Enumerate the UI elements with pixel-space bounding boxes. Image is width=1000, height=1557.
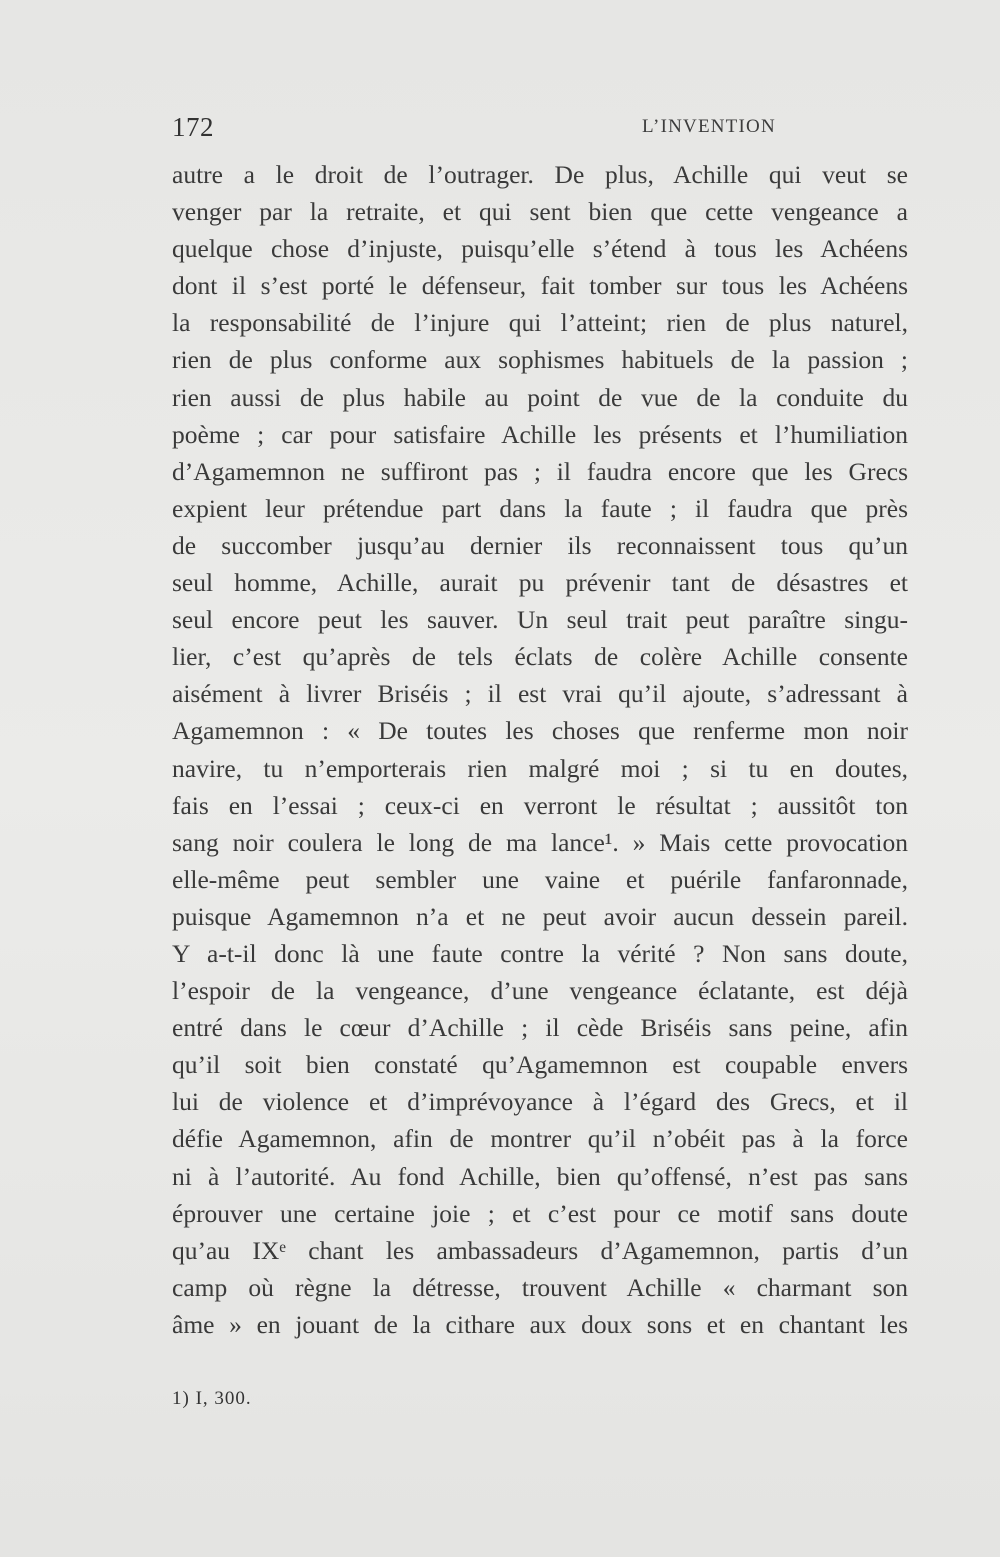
text-line: fais en l’essai ; ceux-ci en verront le résultat ; aussitôt ton <box>172 790 908 820</box>
text-line: l’espoir de la vengeance, d’une vengeance éclatante, est déjà <box>172 976 908 1006</box>
text-line: autre a le droit de l’outrager. De plus, Achille qui veut se <box>172 160 908 189</box>
text-line: éprouver une certaine joie ; et c’est pour ce motif sans doute <box>172 1198 908 1228</box>
text-line: venger par la retraite, et qui sent bien que cette vengeance a <box>172 197 908 227</box>
text-line: puisque Agamemnon n’a et ne peut avoir aucun dessein pareil. <box>172 901 908 931</box>
text-line: qu’au IXᵉ chant les ambassadeurs d’Agamemnon, partis d’un <box>172 1235 908 1265</box>
text-line: dont il s’est porté le défenseur, fait tomber sur tous les Achéens <box>172 271 908 301</box>
text-line: Agamemnon : « De toutes les choses que renferme mon noir <box>172 716 908 746</box>
text-line: d’Agamemnon ne suffiront pas ; il faudra encore que les Grecs <box>172 456 908 486</box>
text-line: de succomber jusqu’au dernier ils reconnaissent tous qu’un <box>172 530 908 560</box>
text-line: qu’il soit bien constaté qu’Agamemnon est coupable envers <box>172 1050 908 1080</box>
text-line: seul encore peut les sauver. Un seul trait peut paraître singu- <box>172 605 908 635</box>
text-line: sang noir coulera le long de ma lance¹. » Mais cette provocation <box>172 827 908 857</box>
text-line: poème ; car pour satisfaire Achille les présents et l’humiliation <box>172 419 908 449</box>
text-line: lui de violence et d’imprévoyance à l’égard des Grecs, et il <box>172 1087 908 1117</box>
text-line: entré dans le cœur d’Achille ; il cède Briséis sans peine, afin <box>172 1013 908 1043</box>
text-line: expient leur prétendue part dans la faute ; il faudra que près <box>172 493 908 523</box>
text-line: navire, tu n’emporterais rien malgré moi ; si tu en doutes, <box>172 753 908 783</box>
text-line: défie Agamemnon, afin de montrer qu’il n’obéit pas à la force <box>172 1124 908 1154</box>
text-line: seul homme, Achille, aurait pu prévenir tant de désastres et <box>172 568 908 598</box>
text-line: âme » en jouant de la cithare aux doux sons et en chantant les <box>172 1309 908 1339</box>
text-line: quelque chose d’injuste, puisqu’elle s’étend à tous les Achéens <box>172 234 908 264</box>
text-line: la responsabilité de l’injure qui l’atteint; rien de plus naturel, <box>172 308 908 338</box>
text-line: aisément à livrer Briséis ; il est vrai qu’il ajoute, s’adressant à <box>172 679 908 709</box>
running-title: L’INVENTION <box>642 116 776 137</box>
text-line: lier, c’est qu’après de tels éclats de colère Achille consente <box>172 642 908 672</box>
footnote: 1) I, 300. <box>172 1388 252 1409</box>
page-header <box>172 112 908 146</box>
body-text <box>172 156 908 1343</box>
text-line: rien de plus conforme aux sophismes habituels de la passion ; <box>172 345 908 375</box>
page-number: 172 <box>172 112 214 142</box>
text-line: rien aussi de plus habile au point de vue de la conduite du <box>172 382 908 412</box>
text-line: ni à l’autorité. Au fond Achille, bien qu’offensé, n’est pas sans <box>172 1161 908 1191</box>
text-line: Y a-t-il donc là une faute contre la vérité ? Non sans doute, <box>172 938 908 968</box>
text-line: elle-même peut sembler une vaine et puérile fanfaronnade, <box>172 864 908 894</box>
text-line: camp où règne la détresse, trouvent Achille « charmant son <box>172 1272 908 1302</box>
